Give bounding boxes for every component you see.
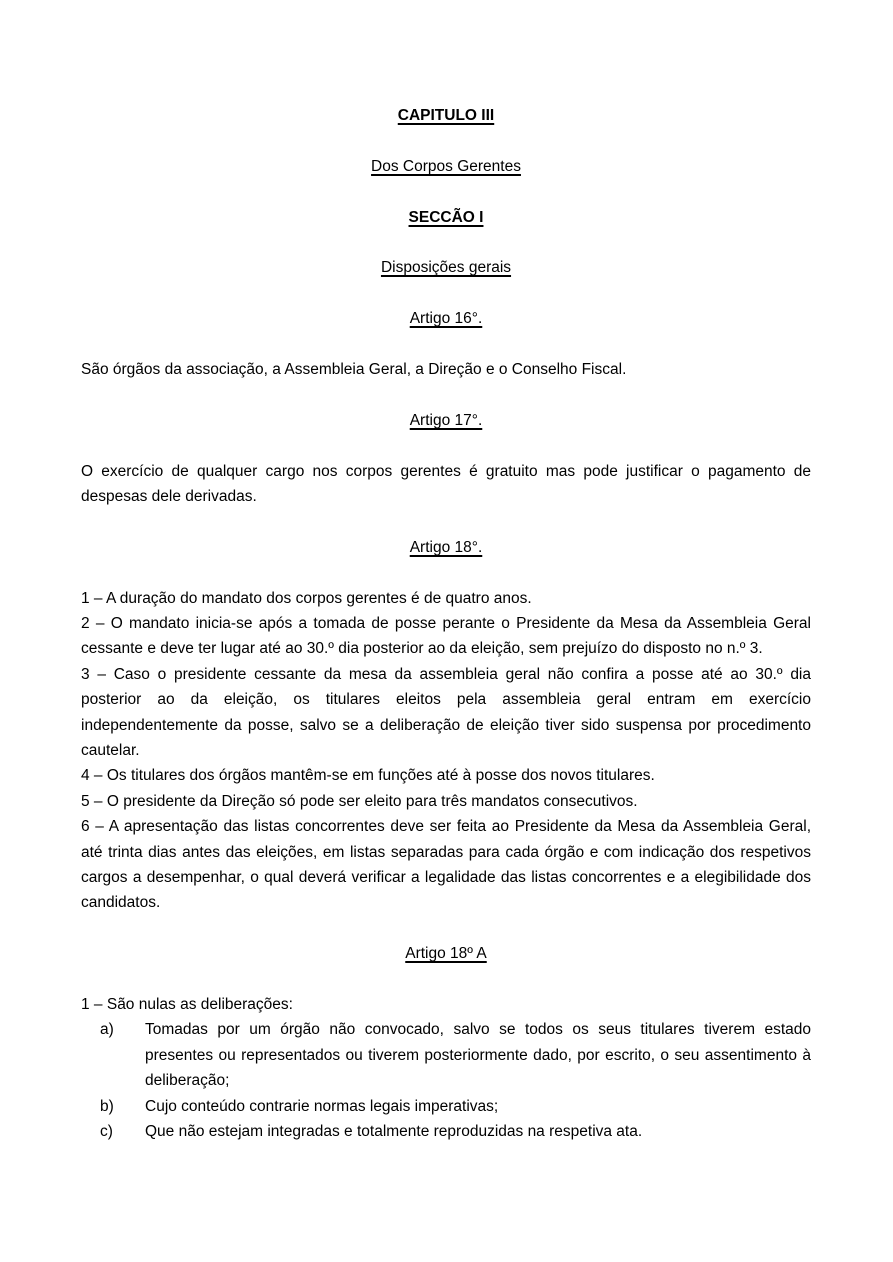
alinea-a: [81, 1017, 811, 1093]
article-18-item-1: 1 – A duração do mandato dos corpos gerentes é de quatro anos.: [81, 589, 532, 607]
alinea-a-marker: a): [100, 1021, 114, 1039]
article-16-title: Artigo 16°.: [409, 310, 483, 328]
alinea-b-marker: b): [100, 1097, 114, 1115]
article-18a-intro: 1 – São nulas as deliberações:: [81, 996, 293, 1014]
article-18-item-4: 4 – Os titulares dos órgãos mantêm-se em funções até à posse dos novos titulares.: [81, 767, 655, 785]
alinea-c-marker: c): [100, 1123, 113, 1141]
article-18-item-6: 6 – A apresentação das listas concorrentes deve ser feita ao Presidente da Mesa da Assembleia Geral, até trinta dias antes das eleições, em listas separadas para cada órgão e com indicação dos respetivos cargos a desempenhar, o qual deverá verificar a legalidade das listas concorrentes e a elegibilidade dos candidatos.: [81, 818, 811, 912]
section-subtitle: Disposições gerais: [380, 259, 512, 277]
article-18-title: Artigo 18°.: [409, 538, 483, 556]
article-18-item-2: 2 – O mandato inicia-se após a tomada de posse perante o Presidente da Mesa da Assembleia Geral cessante e deve ter lugar até ao 30.º dia posterior ao da eleição, sem prejuízo do disposto no n.º 3.: [81, 614, 811, 658]
article-18-item-5: 5 – O presidente da Direção só pode ser eleito para três mandatos consecutivos.: [81, 792, 638, 810]
article-17-paragraph: O exercício de qualquer cargo nos corpos gerentes é gratuito mas pode justificar o pagamento de despesas dele derivadas.: [81, 462, 811, 505]
alinea-c: [81, 1119, 811, 1144]
alinea-b: [81, 1094, 811, 1119]
section-heading: SECCÃO I: [408, 208, 484, 226]
article-18-item-3: 3 – Caso o presidente cessante da mesa da assembleia geral não confira a posse até ao 30.º dia posterior ao da eleição, os titulares eleitos pela assembleia geral entram em exercício independentemente da posse, salvo se a deliberação de eleição tiver sido suspensa por procedimento cautelar.: [81, 665, 811, 760]
article-18a-title: Artigo 18º A: [405, 945, 487, 963]
chapter-heading: CAPITULO III: [397, 107, 495, 124]
alinea-b-text: Cujo conteúdo contrarie normas legais imperativas;: [145, 1097, 499, 1115]
alinea-a-text: Tomadas por um órgão não convocado, salvo se todos os seus titulares tiverem estado presentes ou representados ou tiverem posteriormente dado, por escrito, o seu assentimento à deliberação;: [145, 1021, 811, 1090]
article-16-paragraph: São órgãos da associação, a Assembleia Geral, a Direção e o Conselho Fiscal.: [81, 360, 627, 378]
chapter-subtitle: Dos Corpos Gerentes: [371, 157, 521, 175]
article-17-title: Artigo 17°.: [409, 411, 483, 429]
alinea-c-text: Que não estejam integradas e totalmente reproduzidas na respetiva ata.: [145, 1123, 643, 1141]
